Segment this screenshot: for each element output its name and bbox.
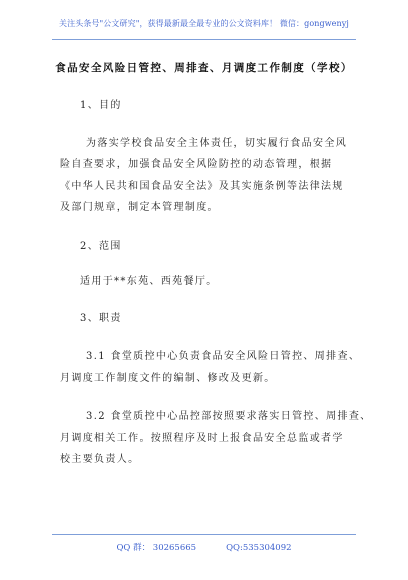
footer-contacts: [0, 541, 408, 553]
paragraph-line: 月调度工作制度文件的编制、修改及更新。: [60, 373, 276, 384]
paragraph-line: 校主要负责人。: [60, 454, 140, 465]
paragraph-line: 险自查要求，加强食品安全风险防控的动态管理，根据: [60, 159, 333, 170]
section-heading-purpose: 1、目的: [80, 100, 122, 111]
footer-divider: [52, 534, 356, 535]
paragraph-line: 《中华人民共和国食品安全法》及其实施条例等法律法规: [60, 181, 344, 192]
paragraph-line: 3.1 食堂质控中心负责食品安全风险日管控、周排查、: [86, 351, 361, 362]
section-heading-duties: 3、职责: [80, 313, 122, 324]
header-divider: [52, 39, 356, 40]
document-title: 食品安全风险日管控、周排查、月调度工作制度（学校）: [55, 62, 353, 74]
paragraph-line: 月调度相关工作。按照程序及时上报食品安全总监或者学: [60, 433, 344, 444]
paragraph-line: 及部门规章，制定本管理制度。: [60, 202, 219, 213]
footer-qq-group: QQ 群： 30265665: [116, 543, 197, 553]
section-heading-scope: 2、范围: [80, 241, 122, 252]
header-banner: 关注头条号"公文研究"，获得最新最全最专业的公文资料库！ 微信：gongwenyj: [59, 19, 349, 28]
paragraph-line: 3.2 食堂质控中心品控部按照要求落实日管控、周排查、: [86, 411, 372, 422]
paragraph-line: 为落实学校食品安全主体责任，切实履行食品安全风: [86, 138, 348, 149]
footer-qq: QQ:535304092: [226, 543, 292, 553]
paragraph-line: 适用于**东苑、西苑餐厅。: [80, 276, 218, 287]
